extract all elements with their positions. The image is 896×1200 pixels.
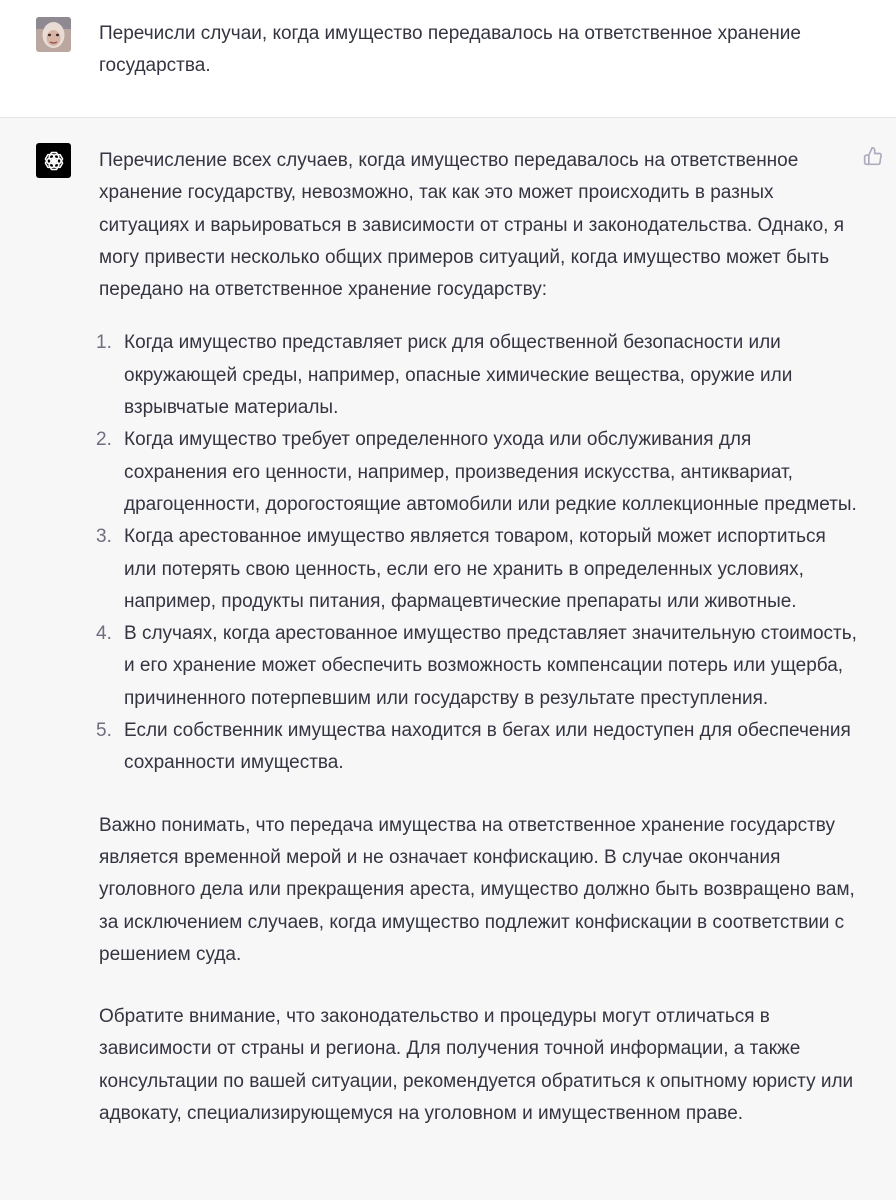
note-paragraph: Важно понимать, что передача имущества на ответственное хранение государству является временной мерой и не означает конфискацию. В случае окончания уголовного дела или прекращения ареста, имущество должно быть возвращено вам, за исключением случаев, когда имущество подлежит конфискации в соответствии с решением суда.: [99, 814, 855, 965]
list-item: [96, 521, 859, 618]
list-item-text: Если собственник имущества находится в бегах или недоступен для обеспечения сохранности имущества.: [124, 720, 851, 774]
list-item-number: 5.: [96, 720, 112, 742]
user-message-row: [0, 0, 896, 118]
list-item: [96, 618, 859, 715]
list-item-number: 2.: [96, 429, 112, 451]
intro-paragraph: Перечисление всех случаев, когда имущество передавалось на ответственное хранение государству, невозможно, так как это может происходить в разных ситуациях и варьироваться в зависимости от страны и законодательства. Однако, я могу привести несколько общих примеров ситуаций, когда имущество может быть передано на ответственное хранение государству:: [99, 150, 844, 301]
thumbs-up-icon[interactable]: [863, 146, 883, 166]
list-item-number: 4.: [96, 623, 112, 645]
list-item-text: Когда имущество представляет риск для общественной безопасности или окружающей среды, например, опасные химические вещества, оружие или взрывчатые материалы.: [124, 332, 793, 419]
list-item: [96, 715, 859, 780]
user-message-text: Перечисли случаи, когда имущество передавалось на ответственное хранение государства.: [99, 23, 801, 76]
assistant-message-row: [0, 118, 896, 1200]
openai-logo-icon: [36, 143, 71, 178]
list-item: [96, 327, 859, 424]
assistant-message-content: [96, 145, 859, 1130]
list-item-number: 1.: [96, 332, 112, 354]
list-item: [96, 424, 859, 521]
advice-paragraph: Обратите внимание, что законодательство и процедуры могут отличаться в зависимости от страны и региона. Для получения точной информации, а также консультации по вашей ситуации, рекомендуется обратиться к опытному юристу или адвокату, специализирующемуся на уголовном и имущественном праве.: [99, 1006, 854, 1125]
user-avatar: [36, 17, 71, 52]
list-item-text: Когда имущество требует определенного ухода или обслуживания для сохранения его ценности, например, произведения искусства, антиквариат, драгоценности, дорогостоящие автомобили или редкие коллекционные предметы.: [124, 429, 857, 515]
list-item-text: Когда арестованное имущество является товаром, который может испортиться или потерять свою ценность, если его не хранить в определенных условиях, например, продукты питания, фармацевтические препараты или животные.: [124, 526, 826, 612]
list-item-text: В случаях, когда арестованное имущество представляет значительную стоимость, и его хранение может обеспечить возможность компенсации потерь или ущерба, причиненного потерпевшим или государству в результате преступления.: [124, 623, 857, 709]
examples-list: [96, 327, 859, 779]
list-item-number: 3.: [96, 526, 112, 548]
